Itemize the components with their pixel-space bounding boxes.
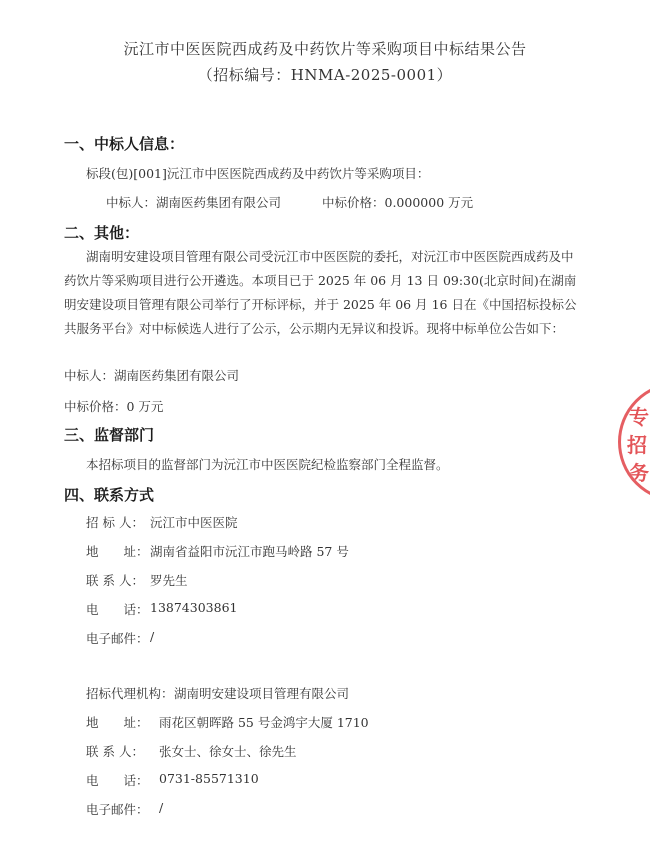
section-heading-contact: 四、联系方式	[64, 486, 155, 504]
agency-email-label: 电子邮件：	[86, 802, 149, 817]
tenderer-contact: 罗先生	[150, 573, 188, 588]
document-title: 沅江市中医医院西成药及中药饮片等采购项目中标结果公告	[123, 40, 527, 58]
official-seal-stamp	[618, 382, 650, 502]
winner-price: 中标价格：0.000000 万元	[322, 195, 474, 210]
section-heading-other: 二、其他：	[64, 224, 140, 242]
agency-address: 雨花区朝晖路 55 号金鸿宇大厦 1710	[159, 715, 369, 730]
stamp-char-1: 专	[629, 405, 649, 429]
stamp-char-3: 务	[629, 461, 649, 485]
agency-contact: 张女士、徐女士、徐先生	[159, 744, 297, 759]
stamp-char-2: 招	[627, 433, 647, 457]
tenderer-name: 沅江市中医医院	[150, 515, 238, 530]
tenderer-email: /	[150, 629, 155, 644]
agency-email: /	[159, 800, 164, 815]
tenderer-address-label: 地 址：	[86, 544, 149, 559]
lot-line: 标段(包)[001]沅江市中医医院西成药及中药饮片等采购项目：	[86, 166, 430, 181]
supervision-text: 本招标项目的监督部门为沅江市中医医院纪检监察部门全程监督。	[86, 457, 449, 472]
agency-phone: 0731-85571310	[159, 771, 259, 786]
tender-number: （招标编号：HNMA-2025-0001）	[197, 66, 453, 84]
section-heading-supervision: 三、监督部门	[64, 426, 155, 444]
announcement-paragraph: 湖南明安建设项目管理有限公司受沅江市中医医院的委托，对沅江市中医医院西成药及中药饮片等采购项目进行公开遴选。本项目已于 2025 年 06 月 13 日 09:30(北京时间)在湖南明安建设项目管理有限公司举行了开标评标，并于 2025 年 06 月 16 日在《中国招标投标公共服务平台》对中标候选人进行了公示，公示期内无异议和投诉。现将中标单位公告如下：	[64, 249, 577, 336]
agency-contact-label: 联 系 人：	[86, 744, 144, 759]
winner-name: 中标人：湖南医药集团有限公司	[106, 195, 282, 210]
winner-line: 中标人：湖南医药集团有限公司	[64, 368, 240, 383]
tenderer-phone-label: 电 话：	[86, 602, 149, 617]
agency-name: 湖南明安建设项目管理有限公司	[174, 686, 350, 701]
agency-name-label: 招标代理机构：	[86, 686, 174, 701]
tenderer-email-label: 电子邮件：	[86, 631, 149, 646]
tenderer-address: 湖南省益阳市沅江市跑马岭路 57 号	[150, 544, 349, 559]
tenderer-name-label: 招 标 人：	[86, 515, 144, 530]
price-line: 中标价格：0 万元	[64, 399, 164, 414]
tenderer-contact-label: 联 系 人：	[86, 573, 144, 588]
section-heading-winner-info: 一、中标人信息：	[64, 135, 185, 153]
agency-address-label: 地 址：	[86, 715, 149, 730]
agency-phone-label: 电 话：	[86, 773, 149, 788]
tenderer-phone: 13874303861	[150, 600, 238, 615]
